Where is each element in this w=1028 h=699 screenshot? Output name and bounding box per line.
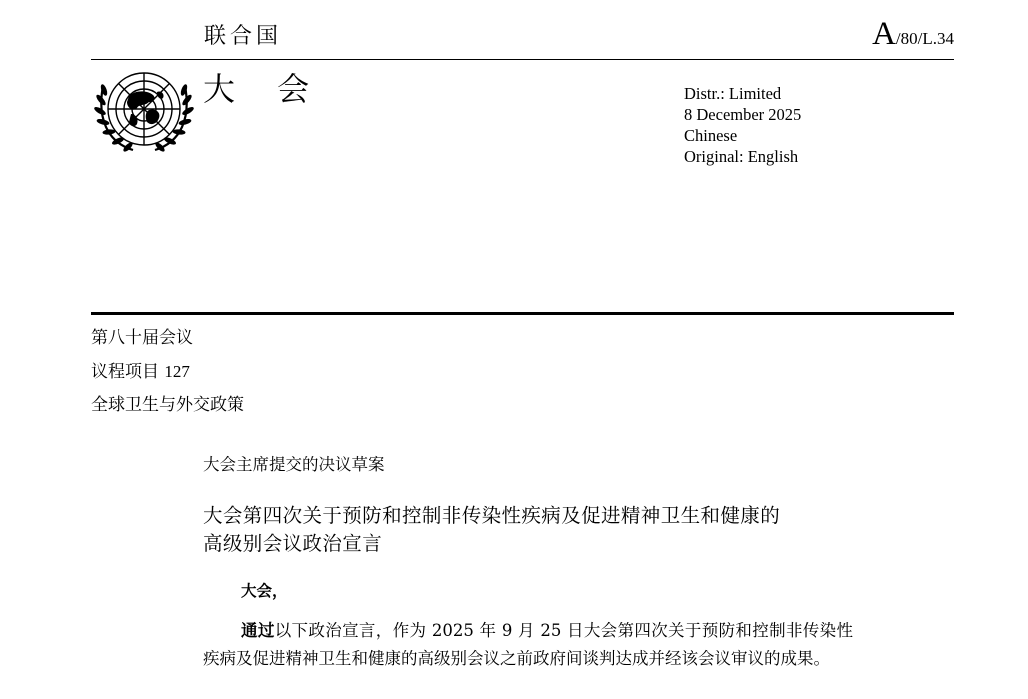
paragraph-text: 以下政治宣言，作为 2025 年 9 月 25 日大会第四次关于预防和控制非传染性疾病及促进精神卫生和健康的高级别会议之前政府间谈判达成并经该会议审议的成果。	[203, 621, 853, 668]
organ-name: 大 会	[203, 70, 326, 108]
document-symbol-number: /80/L.34	[895, 29, 954, 48]
resolution-title-line-2: 高级别会议政治宣言	[203, 532, 383, 555]
paragraph-lead-verb: 通过	[241, 621, 275, 640]
header-rule	[91, 59, 954, 60]
organization-name: 联合国	[204, 24, 283, 49]
section-rule	[91, 312, 954, 315]
operative-paragraph	[203, 617, 853, 673]
distribution-block	[684, 83, 801, 167]
document-symbol	[872, 16, 954, 57]
assembly-heading: 大会，	[241, 581, 288, 600]
draft-submitter: 大会主席提交的决议草案	[203, 455, 385, 474]
document-symbol-prefix: A	[872, 16, 896, 52]
session-label: 第八十届会议	[91, 328, 193, 348]
agenda-label: 议程项目	[91, 362, 165, 382]
resolution-title	[203, 502, 863, 558]
document-date: 8 December 2025	[684, 105, 802, 124]
agenda-item	[91, 361, 190, 383]
resolution-title-line-1: 大会第四次关于预防和控制非传染性疾病及促进精神卫生和健康的	[203, 504, 781, 527]
un-emblem-icon	[93, 66, 195, 156]
agenda-topic: 全球卫生与外交政策	[91, 395, 244, 415]
agenda-number: 127	[164, 362, 190, 381]
distribution-status: Distr.: Limited	[684, 84, 782, 103]
document-language: Chinese	[684, 126, 738, 145]
original-language: Original: English	[684, 147, 799, 166]
